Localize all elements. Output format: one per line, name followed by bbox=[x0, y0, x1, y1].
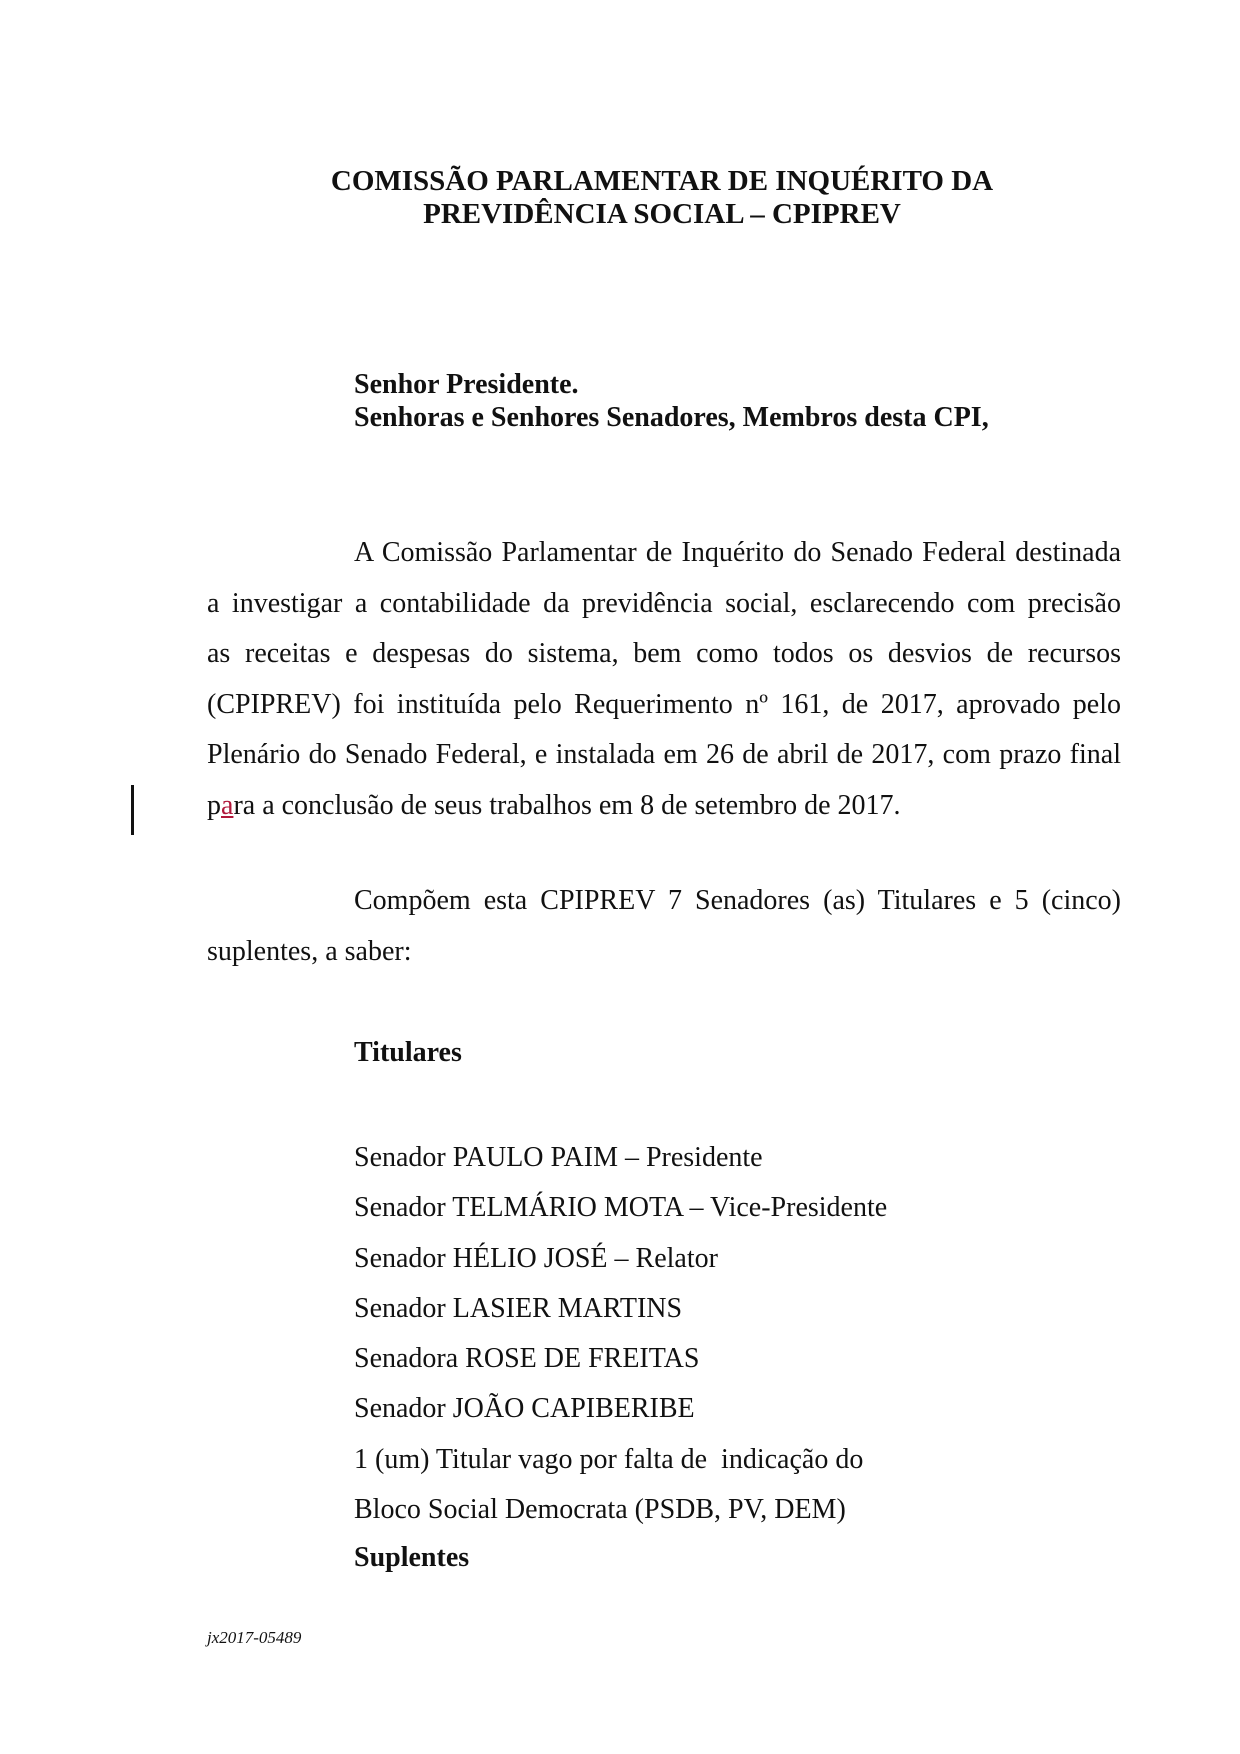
change-bar bbox=[131, 785, 134, 835]
list-item: Senador PAULO PAIM – Presidente bbox=[354, 1142, 763, 1173]
document-title bbox=[0, 165, 1240, 231]
heading-titulares: Titulares bbox=[354, 1037, 462, 1068]
paragraph-1-line: a investigar a contabilidade da previdência social, esclarecendo com precisão bbox=[207, 587, 1121, 619]
paragraph-1-line: as receitas e despesas do sistema, bem como todos os desvios de recursos bbox=[207, 638, 1121, 669]
list-item: Bloco Social Democrata (PSDB, PV, DEM) bbox=[354, 1494, 846, 1526]
paragraph-2-line: suplentes, a saber: bbox=[207, 935, 412, 967]
title-line-2: PREVIDÊNCIA SOCIAL – CPIPREV bbox=[423, 198, 901, 230]
paragraph-1 bbox=[207, 528, 1121, 831]
paragraph-2-line: Compõem esta CPIPREV 7 Senadores (as) Titulares e 5 (cinco) bbox=[354, 885, 1121, 916]
list-item: Senador HÉLIO JOSÉ – Relator bbox=[354, 1242, 718, 1274]
last-line-prefix: p bbox=[207, 789, 221, 821]
paragraph-2 bbox=[207, 876, 1121, 977]
salutation-line-2: Senhoras e Senhores Senadores, Membros desta CPI, bbox=[354, 402, 989, 433]
paragraph-1-line: Plenário do Senado Federal, e instalada em 26 de abril de 2017, com prazo final bbox=[207, 739, 1121, 770]
last-line-rest: ra a conclusão de seus trabalhos em 8 de setembro de 2017. bbox=[233, 789, 901, 821]
paragraph-1-last-line bbox=[207, 781, 1121, 832]
list-item: 1 (um) Titular vago por falta de indicação do bbox=[354, 1443, 864, 1475]
salutation-line-1: Senhor Presidente. bbox=[354, 369, 579, 400]
list-item: Senadora ROSE DE FREITAS bbox=[354, 1343, 700, 1375]
document-id: jx2017-05489 bbox=[207, 1628, 302, 1647]
titulares-list bbox=[354, 1133, 887, 1535]
paragraph-1-line: A Comissão Parlamentar de Inquérito do Senado Federal destinada bbox=[354, 537, 1121, 568]
paragraph-1-line: (CPIPREV) foi instituída pelo Requerimento nº 161, de 2017, aprovado pelo bbox=[207, 688, 1121, 720]
list-item: Senador TELMÁRIO MOTA – Vice-Presidente bbox=[354, 1192, 888, 1224]
heading-suplentes: Suplentes bbox=[354, 1542, 470, 1573]
title-line-1: COMISSÃO PARLAMENTAR DE INQUÉRITO DA bbox=[330, 165, 994, 197]
salutation bbox=[354, 368, 989, 434]
tracked-change-mark: a bbox=[221, 789, 234, 821]
list-item: Senador JOÃO CAPIBERIBE bbox=[354, 1393, 695, 1425]
list-item: Senador LASIER MARTINS bbox=[354, 1292, 683, 1324]
